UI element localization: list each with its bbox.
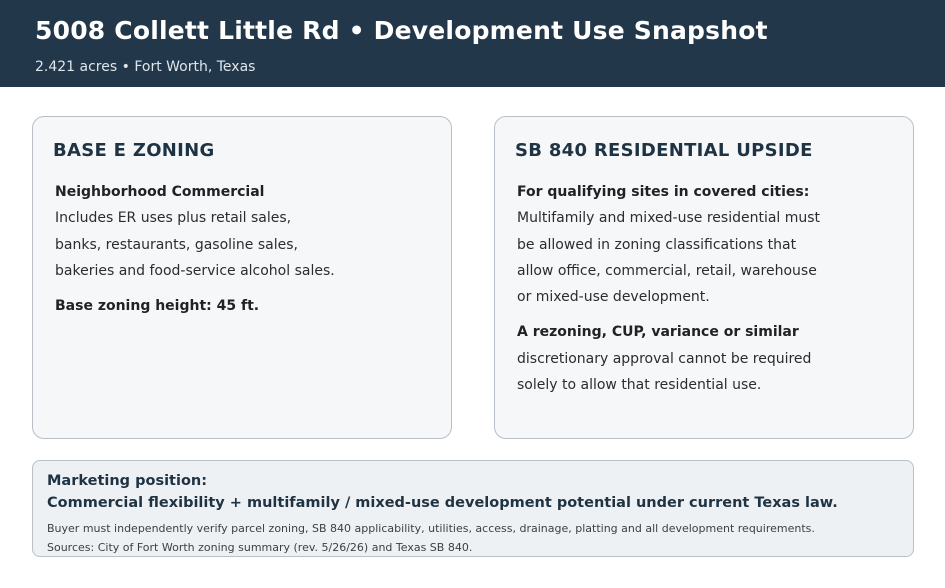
sources-text: Sources: City of Fort Worth zoning summary (rev. 5/26/26) and Texas SB 840. [47, 541, 473, 554]
zoning-description-line: banks, restaurants, gasoline sales, [55, 236, 298, 253]
zoning-district: Neighborhood Commercial [55, 184, 265, 200]
sb840-card [494, 116, 914, 439]
base-zoning-title: BASE E ZONING [53, 140, 215, 161]
sb840-rezoning-lead: A rezoning, CUP, variance or similar [517, 324, 799, 341]
zoning-description-line: Includes ER uses plus retail sales, [55, 210, 292, 227]
page-title: 5008 Collett Little Rd • Development Use Snapshot [35, 16, 768, 45]
zoning-description-line: bakeries and food-service alcohol sales. [55, 262, 335, 279]
sb840-rule-line: Multifamily and mixed-use residential must [517, 210, 821, 227]
header-banner [0, 0, 945, 87]
zoning-height: Base zoning height: 45 ft. [55, 298, 260, 315]
base-zoning-card [32, 116, 452, 439]
disclaimer-text: Buyer must independently verify parcel zoning, SB 840 applicability, utilities, access, drainage, platting and all development requirements. [47, 522, 815, 535]
sb840-body [517, 179, 899, 398]
page-subtitle: 2.421 acres • Fort Worth, Texas [35, 59, 256, 75]
sb840-rule-line: be allowed in zoning classifications that [517, 236, 797, 253]
sb840-title: SB 840 RESIDENTIAL UPSIDE [515, 140, 813, 161]
sb840-rezoning-line: solely to allow that residential use. [517, 377, 762, 394]
sb840-rule-line: or mixed-use development. [517, 289, 710, 306]
sb840-rule-line: allow office, commercial, retail, warehouse [517, 262, 817, 279]
marketing-label: Marketing position: [47, 473, 208, 489]
base-zoning-body [55, 179, 437, 319]
marketing-headline: Commercial flexibility + multifamily / mixed-use development potential under current Texas law. [47, 495, 838, 511]
marketing-panel [32, 460, 914, 557]
sb840-rezoning-line: discretionary approval cannot be required [517, 350, 812, 367]
sb840-intro: For qualifying sites in covered cities: [517, 184, 810, 200]
